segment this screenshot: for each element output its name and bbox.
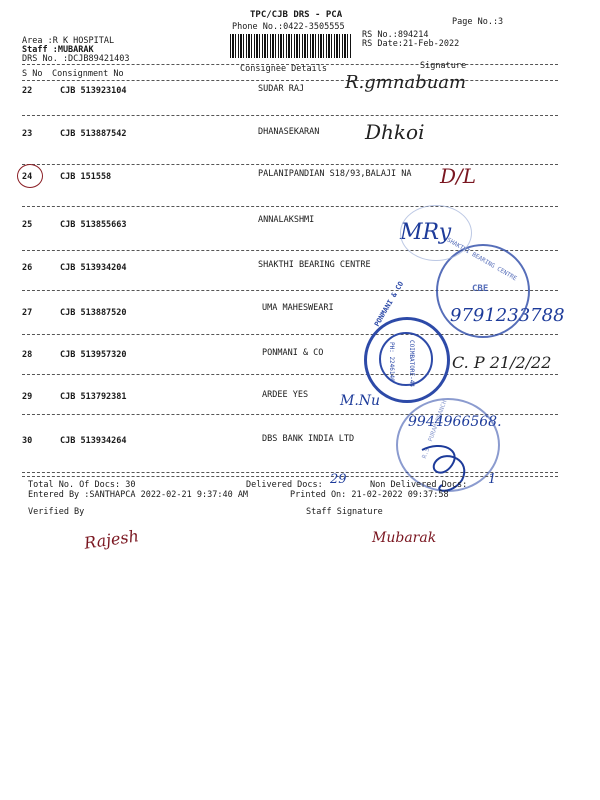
row-consignee: UMA MAHESWEARI [262,303,334,313]
area-label: Area :R K HOSPITAL [22,36,115,46]
row-consignment: CJB 513887520 [60,308,127,318]
document-title: TPC/CJB DRS - PCA [250,10,343,20]
page-number: Page No.:3 [452,17,504,27]
rs-date: RS Date:21-Feb-2022 [362,39,460,49]
column-signature: Signature [420,61,467,71]
drs-number: DRS No. :DCJB89421403 [22,54,130,64]
faded-stamp [400,205,472,261]
row-signature: M.Nu [340,393,381,409]
row-consignee: ANNALAKSHMI [258,215,315,225]
ponmani-stamp-phone: PH: 2246140 [388,342,395,382]
delivered-docs-label: Delivered Docs: [246,480,323,490]
row-divider [22,374,558,375]
row-signature: C. P 21/2/22 [452,353,552,372]
row-sno: 22 [22,86,33,96]
row-consignment: CJB 151558 [60,172,112,182]
row-sno: 26 [22,263,33,273]
header-divider-bottom [22,80,558,81]
shakthi-stamp-text: SHAKTHI BEARING CENTRE [445,236,518,283]
footer-divider [22,476,558,477]
row-consignment: CJB 513887542 [60,129,127,139]
row-consignee: SUDAR RAJ [258,84,305,94]
column-sno: S No [22,69,43,79]
row-sno: 28 [22,350,33,360]
entered-by: Entered By :SANTHAPCA 2022-02-21 9:37:40 AM [28,490,249,500]
ponmani-stamp [364,280,450,403]
delivered-docs-value: 29 [330,472,347,487]
row-consignment: CJB 513934264 [60,436,127,446]
ponmani-stamp-bottom: COIMBATORE-44 [408,340,415,387]
row-divider [22,206,558,207]
total-docs: Total No. Of Docs: 30 [28,480,136,490]
phone-number: Phone No.:0422-3505555 [232,22,345,32]
row-sno: 23 [22,129,33,139]
rs-number: RS No.:894214 [362,30,429,40]
row-signature: MRy [400,220,452,245]
staff-signature-label: Staff Signature [306,507,383,517]
row-consignee: SHAKTHI BEARING CENTRE [258,260,371,270]
printed-on: Printed On: 21-02-2022 09:37:58 [290,490,449,500]
row-divider [22,164,558,165]
column-consignment: Consignment No [52,69,124,79]
row-sno: 25 [22,220,33,230]
row-signature: R.gmnabuam [345,72,467,93]
shakthi-stamp-city: CBE [472,284,489,294]
row-consignment: CJB 513855663 [60,220,127,230]
row-consignment: CJB 513957320 [60,350,127,360]
row-consignee: DBS BANK INDIA LTD [262,434,355,444]
non-delivered-docs-value: 1 [488,472,497,487]
row-consignee: PALANIPANDIAN S18/93,BALAJI NA [258,169,412,179]
verified-by-label: Verified By [28,507,85,517]
row-consignment: CJB 513923104 [60,86,127,96]
row-sno: 30 [22,436,33,446]
ponmani-stamp-top: PONMANI & CO [373,280,406,328]
row-consignment: CJB 513792381 [60,392,127,402]
row-signature: 9944966568. [408,414,502,430]
row-divider [22,115,558,116]
row-sno: 24 [22,172,33,182]
row-signature: D/L [440,164,477,188]
column-consignee: Consignee Details [240,64,327,74]
staff-label: Staff :MUBARAK [22,45,94,55]
barcode [230,34,352,58]
row-consignee: DHANASEKARAN [258,127,320,137]
verified-signature: Rajesh [82,526,140,553]
row-signature: 9791233788 [450,305,565,326]
row-sno: 27 [22,308,33,318]
bank-stamp-text: R.S. PURAM BRANCH [420,399,449,460]
row-consignment: CJB 513934204 [60,263,127,273]
staff-signature: Mubarak [372,530,437,546]
row-sno: 29 [22,392,33,402]
row-consignee: PONMANI & CO [262,348,324,358]
row-signature: Dhkoi [365,120,425,144]
row-consignee: ARDEE YES [262,390,309,400]
non-delivered-docs-label: Non Delivered Docs: [370,480,468,490]
